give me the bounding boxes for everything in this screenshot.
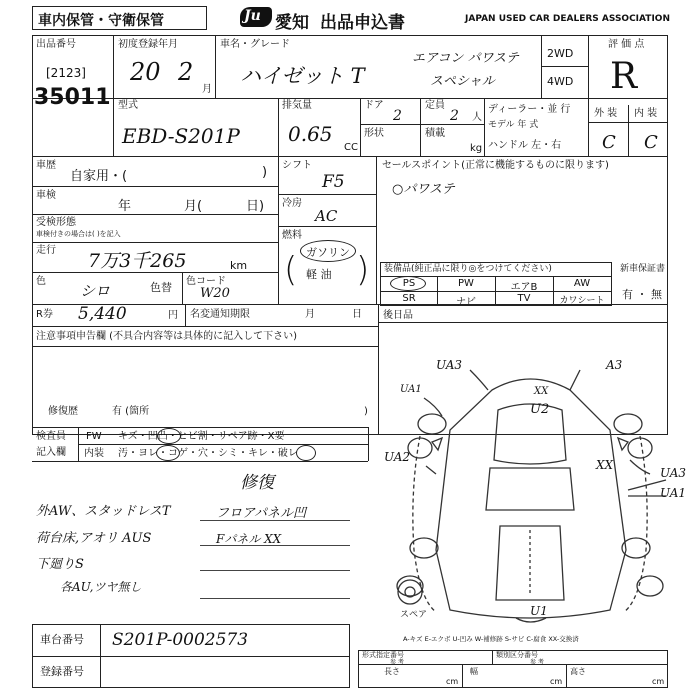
fuel-paren-close: ) <box>356 250 370 290</box>
color-label: 色 <box>36 276 46 287</box>
color-code-label: 色コード <box>186 276 226 287</box>
color-value: シロ <box>80 282 111 300</box>
equipment-label: 装備品(純正品に限り◎をつけてください) <box>384 264 552 274</box>
capacity-value: 2 <box>450 108 459 124</box>
shift-label: シフト <box>282 160 312 171</box>
notes-line-1: 外AW、スタッドレスT <box>36 504 171 519</box>
lot-bracket: [2123] <box>46 66 86 80</box>
mark-xx-right: XX <box>596 458 614 472</box>
mark-u2: U2 <box>530 402 550 417</box>
kg-unit: kg <box>470 143 483 154</box>
exterior-label: 外 装 <box>594 108 618 119</box>
repair-history-label: 修復歴 <box>48 406 78 417</box>
equipment-aw: AW <box>573 278 591 289</box>
repair-history-value: 有 (箇所 <box>112 406 150 417</box>
displacement-value: 0.65 <box>288 122 333 146</box>
notes-label: 注意事項申告欄 (不具合内容等は具体的に記入して下さい) <box>36 331 297 342</box>
recycle-label: R券 <box>36 309 53 320</box>
interior-mark-circle <box>156 445 180 461</box>
displacement-label: 排気量 <box>282 100 312 111</box>
capacity-unit: 人 <box>472 112 482 123</box>
score-label: 評 価 点 <box>608 39 645 50</box>
ju-logo-text: Ju <box>244 8 261 24</box>
category-label: 類別区分番号 <box>496 651 538 659</box>
mark-ua2: UA2 <box>384 450 411 464</box>
rear-items-label: 後日品 <box>383 310 413 321</box>
damage-legend: A-キズ E-エクボ U-凹み W-補修跡 S-サビ C-腐食 XX-交換済 <box>403 635 579 643</box>
width-label: 幅 <box>470 667 478 676</box>
equipment-sr: SR <box>402 293 416 304</box>
capacity-label: 定員 <box>425 100 445 111</box>
equipment-navi: ナビ <box>456 297 476 308</box>
grade-line1: エアコン パワステ <box>412 51 519 66</box>
name-change-label: 名変通知期限 <box>190 309 250 320</box>
handle-label: ハンドル 左・右 <box>488 140 562 151</box>
equipment-pw: PW <box>458 278 474 289</box>
length-label: 長さ <box>384 667 400 676</box>
type-value: EBD-S201P <box>122 124 240 148</box>
door-value: 2 <box>393 108 402 124</box>
remarks-label: 記入欄 <box>36 447 66 458</box>
equipment-leather-seat: カワシート <box>559 296 605 306</box>
mark-ua3-top: UA3 <box>436 358 463 372</box>
height-label: 高さ <box>570 667 586 676</box>
form-title: 出品申込書 <box>320 13 405 33</box>
model-grade-label: 車名・グレード <box>220 39 290 50</box>
shaken-day: 日) <box>246 199 265 214</box>
recycle-value: 5,440 <box>78 304 127 324</box>
inspector-label: 検査員 <box>36 431 66 442</box>
mileage-value: 7万3千265 <box>88 250 187 272</box>
fuel-paren-open: ( <box>284 250 298 290</box>
reference-2: 参 考 <box>530 659 544 666</box>
equipment-airbag: エアB <box>510 282 538 293</box>
gasoline-circle <box>300 240 356 262</box>
ju-logo <box>240 7 272 27</box>
spare-tire-label: スペア <box>400 610 428 620</box>
registration-label: 登録番号 <box>40 665 84 678</box>
model-year-label: モデル 年 式 <box>488 120 539 130</box>
lot-number-label: 出品番号 <box>36 39 76 50</box>
association-english: JAPAN USED CAR DEALERS ASSOCIATION <box>465 14 670 24</box>
fw-label: FW <box>86 431 102 442</box>
lot-number: 35011 <box>34 85 111 110</box>
interior-label: 内 装 <box>634 108 658 119</box>
history-label: 車歴 <box>36 160 56 171</box>
shape-label: 形状 <box>364 128 384 139</box>
fuel-gasoline: ガソリン <box>306 246 350 259</box>
mileage-label: 走行 <box>36 245 56 256</box>
width-unit: cm <box>550 677 563 686</box>
month-unit: 月 <box>202 84 212 95</box>
notes-line-3: 下廻りS <box>36 557 84 572</box>
fw-mark-circle <box>157 428 181 444</box>
fw-options: キズ・凹凸・ヒビ割・リペア跡・X要 <box>118 431 285 442</box>
height-unit: cm <box>652 677 665 686</box>
equipment-tv: TV <box>517 293 531 304</box>
notes-line-5: フロアパネル凹 <box>216 506 306 521</box>
aircon-label: 冷房 <box>282 198 302 209</box>
name-change-day: 日 <box>352 309 362 320</box>
inspection-note: 車検付きの場合は( )を記入 <box>36 230 121 238</box>
door-label: ドア <box>364 100 384 111</box>
notes-line-6: Fパネル XX <box>216 532 282 546</box>
mileage-unit: km <box>230 259 248 272</box>
shaken-month: 月( <box>184 199 203 214</box>
ps-circle <box>390 276 426 291</box>
shaken-label: 車検 <box>36 190 56 201</box>
aircon-value: AC <box>315 207 338 225</box>
selling-points-value: ○パワステ <box>392 182 455 197</box>
chassis-number: S201P-0002573 <box>112 630 249 650</box>
warranty-label: 新車保証書 <box>620 264 666 274</box>
model-name: ハイゼット T <box>240 64 365 88</box>
mark-u1: U1 <box>530 604 548 618</box>
history-value: 自家用・( <box>70 169 128 184</box>
first-registration-year: 20 <box>130 58 161 86</box>
notes-title: 修復 <box>240 473 274 493</box>
drive-2wd: 2WD <box>547 47 574 60</box>
equipment-ps: PS <box>402 278 416 289</box>
score-value: R <box>610 56 638 97</box>
warranty-options: 有 ・ 無 <box>622 288 662 301</box>
interior-options: 汚・ヨレ・コゲ・穴・シミ・キレ・破レ <box>118 448 298 459</box>
interior-grade: C <box>644 132 658 153</box>
mark-ua1-right: UA1 <box>660 486 687 500</box>
cc-unit: CC <box>344 142 358 153</box>
chassis-label: 車台番号 <box>40 633 84 646</box>
dealer-label: ディーラー・並 行 <box>488 104 571 115</box>
name-change-month: 月 <box>305 309 315 320</box>
interior-mark-circle-2 <box>296 445 316 461</box>
grade-line2: スペシャル <box>430 74 495 89</box>
shift-value: F5 <box>322 172 345 192</box>
interior-remarks-label: 内装 <box>84 448 104 459</box>
vehicle-damage-diagram <box>380 350 680 640</box>
drive-4wd: 4WD <box>547 75 574 88</box>
load-label: 積載 <box>425 128 445 139</box>
color-code-value: W20 <box>200 286 230 301</box>
inspection-label: 受検形態 <box>36 217 76 228</box>
mark-a3: A3 <box>606 358 623 372</box>
recycle-unit: 円 <box>168 310 178 321</box>
first-registration-month: 2 <box>178 58 194 86</box>
exterior-grade: C <box>602 132 616 153</box>
selling-points-label: セールスポイント(正常に機能するものに限ります) <box>382 160 609 171</box>
repair-history-close: ) <box>364 406 368 417</box>
shape-designation-label: 形式指定番号 <box>362 651 404 659</box>
shaken-year: 年 <box>118 199 132 214</box>
storage-note: 車内保管・守衛保管 <box>38 13 164 29</box>
color-swap-label: 色替 <box>150 281 172 294</box>
association-name: 愛知 <box>275 13 309 33</box>
mark-xx-top: XX <box>534 386 549 397</box>
notes-line-4: 各AU,ツヤ無し <box>60 580 142 594</box>
type-label: 型式 <box>118 100 138 111</box>
mark-ua1-left: UA1 <box>400 384 422 395</box>
mark-ua3-right: UA3 <box>660 466 687 480</box>
fuel-label: 燃料 <box>282 230 302 241</box>
fuel-light-oil: 軽 油 <box>306 268 332 281</box>
reference-1: 参 考 <box>390 659 404 666</box>
notes-line-2: 荷台床,アオリ AUS <box>36 531 152 546</box>
history-close: ) <box>262 165 268 180</box>
length-unit: cm <box>446 677 459 686</box>
first-registration-label: 初度登録年月 <box>118 39 178 50</box>
